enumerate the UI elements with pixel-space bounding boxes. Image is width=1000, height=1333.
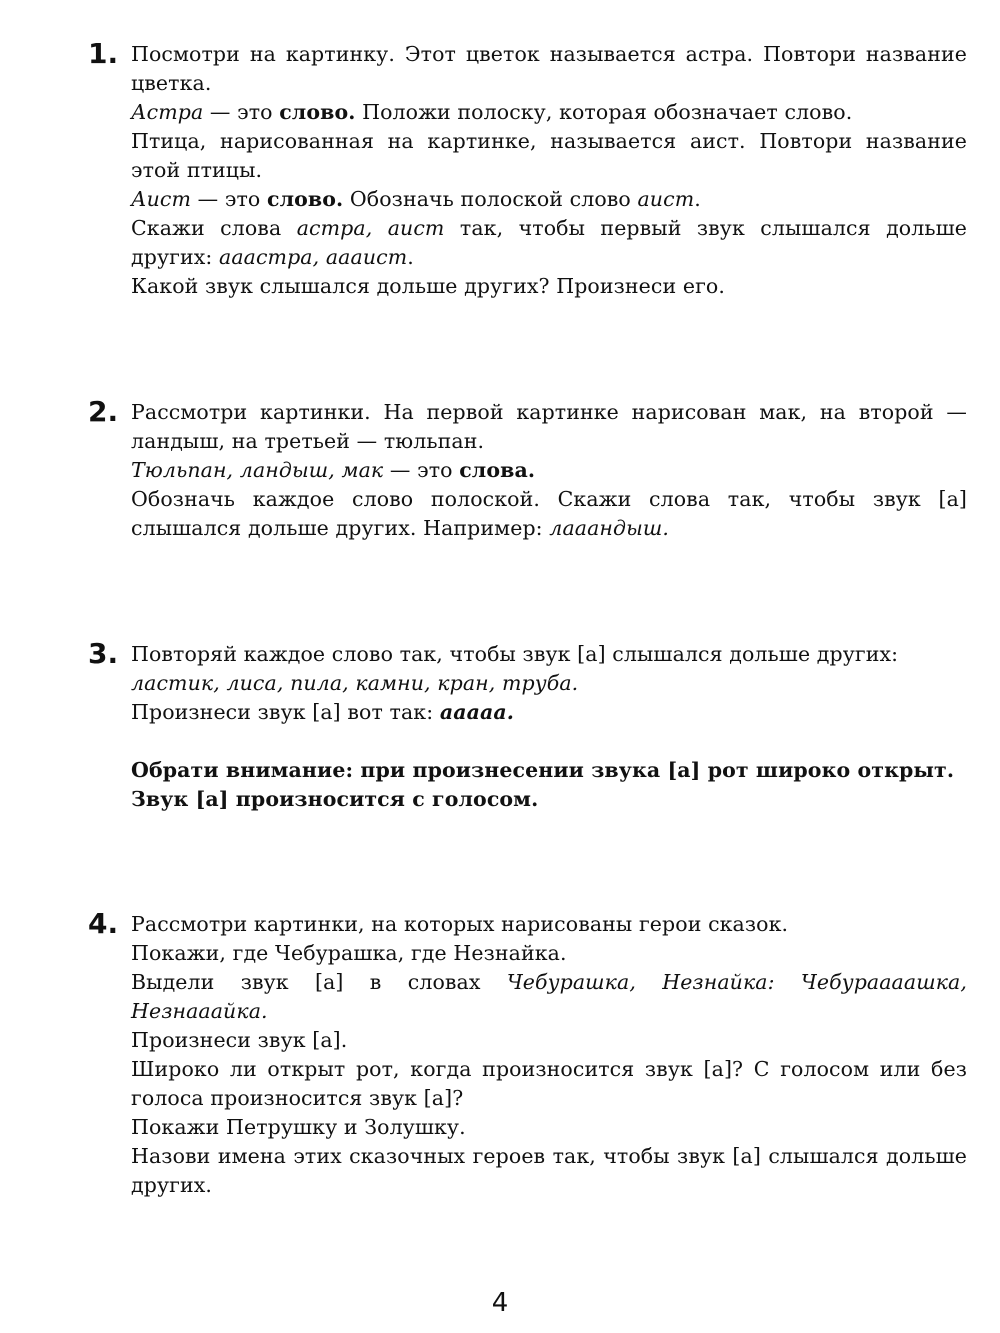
task-2: [88, 395, 968, 543]
text: Посмотри на картинку. Этот цветок называется астра. Повтори название цветка.: [131, 42, 967, 95]
text: Покажи Петрушку и Золушку.: [131, 1115, 466, 1139]
text: Скажи слова: [131, 216, 297, 240]
paragraph: [131, 98, 967, 127]
paragraph: [131, 1113, 967, 1142]
paragraph: [131, 272, 967, 301]
text: Произнеси звук [а].: [131, 1028, 348, 1052]
paragraph: [131, 40, 967, 98]
text: Обозначь каждое слово полоской. Скажи слова так, чтобы звук [а] слышался дольше других. Например:: [131, 487, 967, 540]
text: — это: [191, 187, 267, 211]
term: ластик, лиса, пила, камни, кран, труба.: [131, 671, 579, 695]
paragraph: [131, 1055, 967, 1113]
term: Тюльпан, ландыш, мак: [131, 458, 384, 482]
paragraph: [131, 185, 967, 214]
emphasis: слово.: [266, 187, 344, 211]
task-number: 2.: [88, 395, 119, 428]
task-text: [131, 640, 967, 814]
term: Астра: [131, 100, 204, 124]
text: Рассмотри картинки. На первой картинке нарисован мак, на второй — ландыш, на третьей — тюльпан.: [131, 400, 967, 453]
task-3: [88, 637, 968, 814]
term: аист: [637, 187, 695, 211]
text: .: [694, 187, 701, 211]
task-4: [88, 907, 968, 1200]
task-text: [131, 40, 967, 301]
paragraph: [131, 1142, 967, 1200]
term: Чебурашка, Незнайка: Чебураааашка, Незнааайка.: [131, 970, 967, 1023]
task-number: 4.: [88, 907, 119, 940]
note-text: Звук [а] произносится с голосом.: [131, 787, 539, 811]
text: .: [407, 245, 414, 269]
paragraph: [131, 698, 967, 727]
text: — это: [203, 100, 280, 124]
paragraph: [131, 456, 967, 485]
task-number: 3.: [88, 637, 119, 670]
task-1: [88, 37, 968, 301]
paragraph: [131, 214, 967, 272]
text: Повторяй каждое слово так, чтобы звук [а] слышался дольше других:: [131, 642, 899, 666]
paragraph: [131, 640, 967, 669]
emphasis: слова.: [459, 458, 536, 482]
paragraph: [131, 910, 967, 939]
paragraph: [131, 485, 967, 543]
note-text: Обрати внимание: при произнесении звука [а] рот широко открыт.: [131, 758, 955, 782]
paragraph: [131, 127, 967, 185]
text: Произнеси звук [а] вот так:: [131, 700, 440, 724]
term: астра, аист: [296, 216, 445, 240]
text: Рассмотри картинки, на которых нарисованы герои сказок.: [131, 912, 789, 936]
emphasis: ааааа.: [439, 700, 514, 724]
text: Какой звук слышался дольше других? Произнеси его.: [131, 274, 725, 298]
text: Покажи, где Чебурашка, где Незнайка.: [131, 941, 567, 965]
text: Птица, нарисованная на картинке, называется аист. Повтори название этой птицы.: [131, 129, 967, 182]
task-text: [131, 398, 967, 543]
note: [131, 756, 967, 785]
text: Положи полоску, которая обозначает слово.: [355, 100, 853, 124]
text: Назови имена этих сказочных героев так, чтобы звук [а] слышался дольше других.: [131, 1144, 967, 1197]
task-number: 1.: [88, 37, 119, 70]
task-text: [131, 910, 967, 1200]
text: так, чтобы первый звук слышался дольше других:: [131, 216, 968, 269]
note: [131, 785, 967, 814]
paragraph: [131, 669, 967, 698]
text: Выдели звук [а] в словах: [131, 970, 507, 994]
paragraph: [131, 939, 967, 968]
paragraph: [131, 968, 967, 1026]
paragraph: [131, 398, 967, 456]
text: Широко ли открыт рот, когда произносится звук [а]? С голосом или без голоса произносится звук [а]?: [131, 1057, 967, 1110]
term: лааандыш.: [549, 516, 670, 540]
term: ааастра, аааист: [219, 245, 408, 269]
page-number: 4: [491, 1288, 509, 1318]
text: Обозначь полоской слово: [343, 187, 638, 211]
paragraph: [131, 1026, 967, 1055]
emphasis: слово.: [279, 100, 356, 124]
term: Аист: [131, 187, 192, 211]
text: — это: [383, 458, 460, 482]
